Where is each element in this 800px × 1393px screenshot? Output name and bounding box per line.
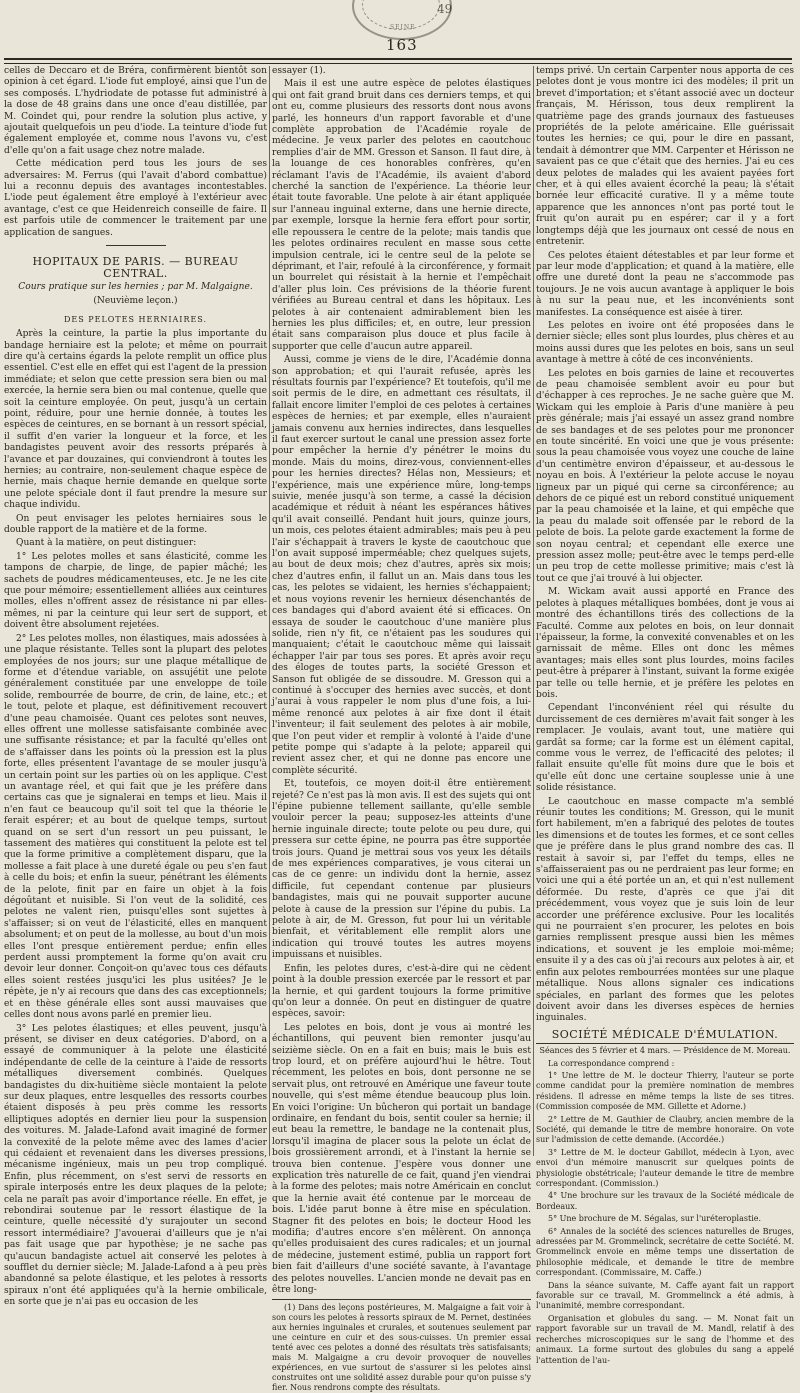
paragraph: Et, toutefois, ce moyen doit-il être entièrement rejeté? Ce n'est pas là mon avis. Il est des sujets qui ont l'épine pubienne tellement saillante, qu'elle semble vouloir percer la peau; supposez-les atteints d'une hernie inguinale directe; toute pelote ou peu dure, qui pressera sur cette épine, ne pourra pas être supportée trois jours. Quand je mettrai sous vos yeux les détails de mes expériences comparatives, je vous citerai un cas de ce genre: un individu dont la hernie, assez difficile, fut cependant contenue par plusieurs bandagistes, mais qui ne pouvait supporter aucune pelote à cause de la pression sur l'épine du pubis. La pelote à air, de M. Gresson, fut pour lui un véritable bienfait, et véritablement elle remplit alors une indication qui trouvé toutes les autres moyens impuissans et nuisibles. <box>272 779 531 961</box>
correspondence-item: 2° Lettre de M. Gauthier de Claubry, ancien membre de la Société, qui demande le titre de membre honoraire. On vote sur l'admission de cette demande. (Accordée.) <box>536 1114 794 1145</box>
paragraph: Le caoutchouc en masse compacte m'a semblé réunir toutes les conditions; M. Gresson, qui le munit fort habilement, m'en a fabriqué des pelotes de toutes les dimensions et de toutes les formes, et ce sont celles que je préfère dans le plus grand nombre des cas. Il restait à savoir si, par l'effet du temps, elles ne s'affaisseraient pas ou ne perdraient pas leur forme; en voici une qui a été portée un an, et qui n'est nullement déformée. Du reste, d'après ce que j'ai dit précédemment, vous voyez que je suis loin de leur accorder une préférence exclusive. Pour les localités qui ne pourraient s'en procurer, les pelotes en bois garnies remplissent presque aussi bien les mêmes indications, et souvent je les emploie moi-même; ensuite il y a des cas où j'ai recours aux pelotes à air, et enfin aux pelotes rembourrées montées sur une plaque métallique. Nous allons signaler ces indications spéciales, en parlant des formes que les pelotes doivent avoir dans les diverses espèces de hernies inguinales. <box>536 796 794 1024</box>
correspondence-item: 3° Lettre de M. le docteur Gabillot, médecin à Lyon, avec envoi d'un mémoire manuscrit sur quelques points de physiologie obstétricale; l'auteur demande le titre de membre correspondant. (Commission.) <box>536 1147 794 1188</box>
column-divider <box>533 66 534 1156</box>
paragraph: Après la ceinture, la partie la plus importante du bandage herniaire est la pelote; et même on pourrait dire qu'à certains égards la pelote remplit un office plus essentiel. C'est elle en effet qui est l'agent de la pression immédiate; et selon que cette pression sera bien ou mal exercée, la hernie sera bien ou mal contenue, quelle que soit la ceinture employée. On peut, jusqu'à un certain point, réduire, pour une hernie donnée, à toutes les espèces de ceintures, en se bornant à un ressort spécial, il suffit d'en varier la longueur et la force, et les bandagistes peuvent avoir des ressorts préparés à l'avance et par douzaines, qui conviendront à toutes les hernies; au contraire, non-seulement chaque espèce de hernie, mais chaque hernie demande en quelque sorte une pelote spéciale dont il faut prendre la mesure sur chaque individu. <box>4 329 267 511</box>
divider <box>106 245 166 246</box>
session-line: Séances des 5 février et 4 mars. — Présidence de M. Moreau. <box>539 1046 791 1056</box>
column-divider <box>269 66 270 1156</box>
header-rule <box>4 58 792 64</box>
paragraph: Les pelotes en bois, dont je vous ai montré les échantillons, qui peuvent bien remonter jusqu'au seizième siècle. On en a fait en buis; mais le buis est trop lourd, et on préfère aujourd'hui le hêtre. Tout récemment, les pelotes en bois, dont personne ne se servait plus, ont retrouvé en Amérique une faveur toute nouvelle, qui s'est même étendue beaucoup plus loin. En voici l'origine: Un bûcheron qui portait un bandage ordinaire, en fendant du bois, sentit couler sa hernie; il eut beau la remettre, le bandage ne la contenait plus, lorsqu'il imagina de placer sous la pelote un éclat de bois grossièrement arrondi, et à l'instant la hernie se trouva bien contenue. J'espère vous donner une explication très naturelle de ce fait, quand j'en viendrai à la forme des pelotes; mais notre Américain en conclut que la hernie avait été contenue par le morceau de bois. L'idée parut bonne à être mise en spéculation. Stagner fit des pelotes en bois; le docteur Hood les modifia; d'autres encore s'en mêlèrent. On annonça qu'elles produisaient des cures radicales; et un journal de médecine, justement estimé, publia un rapport fort bien fait d'ailleurs d'une société savante, à l'avantage des pelotes nouvelles. L'ancien monde ne devait pas en être long- <box>272 1022 531 1296</box>
correspondence-item: 1° Une lettre de M. le docteur Thierry, l'auteur se porte comme candidat pour la première nomination de membres résidens. Il adresse en même temps la liste de ses titres. (Commission composée de MM. Gillette et Adorne.) <box>536 1070 794 1112</box>
paragraph: Cependant l'inconvénient réel qui résulte du durcissement de ces dernières m'avait fait songer à les remplacer. Je voulais, avant tout, une matière qui gardât sa forme; car la forme est un élément capital, comme vous le verrez, de l'efficacité des pelotes; il fallait ensuite qu'elle fût moins dure que le bois et qu'elle eût donc une certaine souplesse unie à une solide résistance. <box>536 703 794 794</box>
correspondence-item: Dans la séance suivante, M. Caffe ayant fait un rapport favorable sur ce travail, M. Grommelinck a été admis, à l'unanimité, membre correspondant. <box>536 1280 794 1311</box>
paragraph: Aussi, comme je viens de le dire, l'Académie donna son approbation; et qui l'aurait refusée, après les résultats fournis par l'expérience? Et toutefois, qu'il me soit permis de le dire, en admettant ces résultats, il fallait encore limiter l'emploi de ces pelotes à certaines espèces de hernies; et par exemple, elles n'auraient jamais convenu aux hernies indirectes, dans lesquelles il faut exercer surtout le canal une pression assez forte pour empêcher la hernie d'y pénétrer le moins du monde. Mais du moins, direz-vous, conviennent-elles pour les hernies directes? Hélas non, Messieurs; et l'expérience, mais une expérience mûre, long-temps suivie, menée jusqu'à son terme, a cassé la décision académique et réduit à néant les espérances hâtives qu'il avait conseillé. Pendant huit jours, quinze jours, un mois, ces pelotes étaient admirables; mais peu à peu l'air s'échappait à travers le kyste de caoutchouc que l'on avait supposé imperméable; chez quelques sujets, au bout de deux mois; chez d'autres, après six mois; chez d'autres enfin, il fallut un an. Mais dans tous les cas, les pelotes se vidaient, les hernies s'échappaient; et nous voyions revenir les hernieux désenchantés de ces bandages qui d'abord avaient été si efficaces. On essaya de souder le caoutchouc d'une manière plus solide, rien n'y fit, ce n'étaient pas les soudures qui manquaient; c'était le caoutchouc même qui laissait échapper l'air par tous ses pores. Et après avoir reçu des éloges de toutes parts, la société Gresson et Sanson fut obligée de se dissoudre. M. Gresson qui a continué à s'occuper des hernies avec succès, et dont j'aurai à vous rappeler le nom plus d'une fois, a lui-même renoncé aux pelotes à air fixe dont il était l'inventeur; il fait seulement des pelotes à air mobile, que l'on peut vider et remplir à volonté à l'aide d'une petite pompe qui s'adapte à la pelote; appareil qui revient assez cher, et qui ne donne pas encore une complète sécurité. <box>272 355 531 776</box>
paragraph: temps privé. Un certain Carpenter nous apporta de ces pelotes dont je vous montre ici des modèles; il prit un brevet d'importation; et s'étant associé avec un docteur français, M. Hérisson, tous deux remplirent la quatrième page des grands journaux des fastueuses propriétés de la pelote américaine. Elle guérissait toutes les hernies; ce qui, pour le dire en passant, tendait à démontrer que MM. Carpenter et Hérisson ne savaient pas ce que c'était que des hernies. J'ai eu ces deux pelotes de malades qui les avaient payées fort cher, et à qui elles avaient écorché la peau; là s'était bornée leur efficacité curative. Il y a même toute apparence que les annonces n'ont pas porté tout le fruit qu'on aurait pu en espérer; car il y a fort longtemps déjà que les journaux ont cessé de nous en entretenir. <box>536 66 794 248</box>
paragraph: Les pelotes en ivoire ont été proposées dans le dernier siècle; elles sont plus lourdes, plus chères et au moins aussi dures que les pelotes en bois, sans un seul avantage à mettre à côté de ces inconvénients. <box>536 320 794 366</box>
paragraph: Quant à la matière, on peut distinguer: <box>16 538 197 549</box>
lecture-number: (Neuvième leçon.) <box>93 296 178 307</box>
stamp-word: SEINE <box>390 24 416 31</box>
paragraph: Enfin, les pelotes dures, c'est-à-dire qui ne cèdent point à la double pression exercée par le ressort et par la hernie, et qui gardent toujours la forme primitive qu'on leur a donnée. On peut en distinguer de quatre espèces, savoir: <box>272 963 531 1020</box>
column-1 <box>4 66 267 1308</box>
page-number: 163 <box>386 36 418 54</box>
paragraph: celles de Deccaro et de Bréra, confirmèrent bientôt son opinion à cet égard. L'iode fut employé, ainsi que l'un de ses composés. L'hydriodate de potasse fut administré à la dose de 48 grains dans une once d'eau distillée, par M. Coindet qui, pour rendre la solution plus active, y ajoutait quelquefois un peu d'iode. La teinture d'iode fut également employée et, comme nous l'avons vu, c'est d'elle qu'on a fait usage chez notre malade. <box>4 66 267 156</box>
correspondence-item: 4° Une brochure sur les travaux de la Société médicale de Bordeaux. <box>536 1191 794 1211</box>
correspondence-item: 6° Annales de la société des sciences naturelles de Bruges, adressées par M. Grommelinck, secrétaire de cette Société. M. Grommelinck envoie en même temps une dissertation de philosophie médicale, et demande le titre de membre correspondant. (Commissaire, M. Caffe.) <box>536 1226 794 1278</box>
paragraph: Les pelotes en bois garnies de laine et recouvertes de peau chamoisée semblent avoir eu pour but d'échapper à ces reproches. Je ne sache guère que M. Wickam qui les emploie à Paris d'une manière à peu près générale; mais j'ai essayé un assez grand nombre de ses bandages et de ses pelotes pour me prononcer en toute sincérité. En voici une que je vous présente: sous la peau chamoisée vous voyez une couche de laine d'un centimètre environ d'épaisseur, et au-dessous le noyau en bois. À l'extérieur la pelote accuse le noyau ligneux par un piqué qui cerne sa circonférence; au dehors de ce piqué est un rebord constitué uniquement par la peau chamoisée et la laine, et qui empêche que la peau du malade soit offensée par le rebord de la pelote de bois. La pelote garde exactement la forme de son noyau central; et cependant elle exerce une pression assez molle; peut-être avec le temps perd-elle un peu trop de cette mollesse primitive; mais c'est là tout ce que j'ai trouvé à lui objecter. <box>536 368 794 584</box>
paragraph: 1° Les pelotes molles et sans élasticité, comme les tampons de charpie, de linge, de papier mâché; les sachets de poudres médicamenteuses, etc. Je ne les cite que pour mémoire; essentiellement alliées aux ceintures molles, elles n'offrent assez de résistance ni par elles-mêmes, ni par la ceinture qui leur sert de support, et doivent être absolument rejetées. <box>4 551 267 631</box>
course-title: Cours pratique sur les hernies ; par M. Malgaigne. <box>18 281 253 292</box>
paragraph: 2° Les pelotes molles, non élastiques, mais adossées à une plaque résistante. Telles sont la plupart des pelotes employées de nos jours; sur une plaque métallique de forme et d'étendue variable, on assujétit une pelote généralement constituée par une enveloppe de toile solide, rembourrée de bourre, de crin, de laine, etc.; et le tout, pelote et plaque, est définitivement recouvert d'une peau chamoisée. Quant ces pelotes sont neuves, elles offrent une mollesse satisfaisante combinée avec une suffisante résistance; et par la faculté qu'elles ont de s'affaisser dans les points où la pression est la plus forte, elles présentent l'avantage de se mouler jusqu'à un certain point sur les parties où on les applique. C'est un avantage réel, et qui fait que je les préfère dans certains cas que je signalerai en temps et lieu. Mais il n'en faut ce beaucoup qu'il soit tel que la théorie le ferait espérer; et au bout de quelque temps, surtout quand on se sert d'un ressort un peu puissant, le tassement des matières qui constituent la pelote est tel que la forme primitive a complètement disparu, que la mollesse a fait place à une dureté égale ou peu s'en faut à celle du bois; et enfin la sueur, pénétrant les éléments de la pelote, finit par en faire un objet à la fois dégoûtant et nuisible. Si l'on veut de la solidité, ces pelotes ne valent rien, puisqu'elles sont sujettes à s'affaisser; si on veut de l'élasticité, elles en manquent absolument; et on peut de la mollesse, au bout d'un mois elles l'ont presque entièrement perdue; enfin elles perdent aussi promptement la forme qu'on avait cru devoir leur donner. Conçoit-on qu'avec tous ces défauts elles soient restées jusqu'ici les plus usitées? Je le répète, je n'y ai recours que dans des cas exceptionnels; et en thèse générale elles sont aussi mauvaises que celles dont nous avons parlé en premier lieu. <box>4 633 267 1021</box>
article-topic: DES PELOTES HERNIAIRES. <box>63 314 208 324</box>
correspondence-heading: La correspondance comprend : <box>548 1058 675 1068</box>
stamp-number: 49 <box>437 2 453 16</box>
paragraph: Mais il est une autre espèce de pelotes élastiques qui ont fait grand bruit dans ces derniers temps, et qui ont eu, comme plusieurs des ressorts dont nous avons parlé, les honneurs d'un rapport favorable et d'une complète approbation de l'Académie royale de médecine. Je veux parler des pelotes en caoutchouc remplies d'air de MM. Gresson et Sanson. Il faut dire, à la louange de ces honorables confrères, qu'en réclamant l'avis de l'Académie, ils avaient d'abord cherché la sanction de l'expérience. La théorie leur était toute favorable. Une pelote à air étant appliquée sur l'anneau inguinal externe, dans une hernie directe, par exemple, lorsque la hernie fera effort pour sortir, elle repoussera le centre de la pelote; mais tandis que les pelotes ordinaires reculent en masse sous cette impulsion centrale, ici le centre seul de la pelote se déprimant, et l'air, refoulé à la circonférence, y formait un bourrelet qui résistait à la hernie et l'empêchait d'aller plus loin. Ces prévisions de la théorie furent vérifiées au Bureau central et dans les hôpitaux. Les pelotes à air contenaient admirablement bien les hernies les plus difficiles; et, en outre, leur pression était sans comparaison plus douce et plus facile à supporter que celle d'aucun autre appareil. <box>272 79 531 352</box>
paragraph: Cette médication perd tous les jours de ses adversaires: M. Ferrus (qui l'avait d'abord combattue) lui a reconnu depuis des avantages incontestables. L'iode peut également être employé à l'extérieur avec avantage, c'est ce que Heidenreich conseille de faire. Il est parfois utile de commencer le traitement par une application de sangues. <box>4 159 267 238</box>
footnote: (1) Dans des leçons postérieures, M. Malgaigne a fait voir à son cours les pelotes à ressorts spiraux de M. Pernet, destinées aux hernies inguinales et crurales, et soutenues seulement par une ceinture en cuir et des sous-cuisses. Un premier essai tenté avec ces pelotes a donné des résultats très satisfaisants; mais M. Malgaigne a cru devoir provoquer de nouvelles expériences, en vue surtout de s'assurer si les pelotes ainsi construites ont une solidité assez durable pour qu'on puisse s'y fier. Nous rendrons compte des résultats. <box>272 1299 531 1393</box>
column-2 <box>272 66 531 1393</box>
correspondence-item: Organisation et globules du sang. — M. Nonat fait un rapport favorable sur un travail de M. Mandl, relatif à des recherches microscopiques sur le sang de l'homme et des animaux. La forme surtout des globules du sang a appelé l'attention de l'au- <box>536 1313 794 1365</box>
section-title: HOPITAUX DE PARIS. — BUREAU CENTRAL. <box>32 255 239 280</box>
correspondence-item: 5° Une brochure de M. Ségalas, sur l'uréteroplastie. <box>548 1214 762 1224</box>
paragraph: M. Wickam avait aussi apporté en France des pelotes à plaques métalliques bombées, dont je vous ai montré des échantillons tirés des collections de la Faculté. Comme aux pelotes en bois, on leur donnait l'épaisseur, la forme, la convexité convenables et on les garnissait de même. Elles ont donc les mêmes avantages; mais elles sont plus lourdes, moins faciles peut-être à préparer à l'instant, suivant la forme exigée par telle ou telle hernie, et je préfère les pelotes en bois. <box>536 587 794 700</box>
paragraph: Ces pelotes étaient détestables et par leur forme et par leur mode d'application; et quand à la matière, elle offre une dureté dont la peau ne s'accommode pas toujours. Je ne vois aucun avantage à appliquer le bois à nu sur la peau nue, et les inconvénients sont manifestes. La conséquence est aisée à tirer. <box>536 250 794 318</box>
paragraph: On peut envisager les pelotes herniaires sous le double rapport de la matière et de la forme. <box>4 513 267 536</box>
paragraph: essayer (1). <box>272 66 326 76</box>
section-title: SOCIÉTÉ MÉDICALE D'ÉMULATION. <box>536 1029 794 1044</box>
column-3 <box>536 66 794 1365</box>
page-header <box>0 0 800 62</box>
paragraph: 3° Les pelotes élastiques; et elles peuvent, jusqu'à présent, se diviser en deux catégories. D'abord, on a essayé de communiquer à la pelote une élasticité indépendante de celle de la ceinture à l'aide de ressorts métalliques diversement combinés. Quelques bandagistes du dix-huitième siècle montaient la pelote sur deux plaques, entre lesquelles des ressorts courbes étaient disposés à peu près comme les ressorts elliptiques adoptés en dernier lieu pour la suspension des voitures. M. Jalade-Lafond avait imaginé de former la convexité de la pelote même avec des lames d'acier qui cédaient et revenaient dans les diverses pressions, mécanisme ingénieux, mais un peu trop compliqué. Enfin, plus récemment, on s'est servi de ressorts en spirale interposés entre les deux plaques de la pelote; cela ne paraît pas avoir d'importance réelle. En effet, je rebondirai soutenue par le ressort élastique de la ceinture, quelle nécessité d'y surajouter un second ressort intermédiaire? J'avouerai d'ailleurs que je n'ai pas fait usage que par hypothèse; je ne sache pas qu'aucun bandagiste actuel ait conservé les pelotes à soufflet du dernier siècle; M. Jalade-Lafond a à peu près abandonné sa pelote élastique, et les pelotes à ressorts spiraux n'ont été appliquées qu'à la hernie ombilicale, en sorte que je n'ai pas eu occasion de les <box>4 1023 267 1308</box>
